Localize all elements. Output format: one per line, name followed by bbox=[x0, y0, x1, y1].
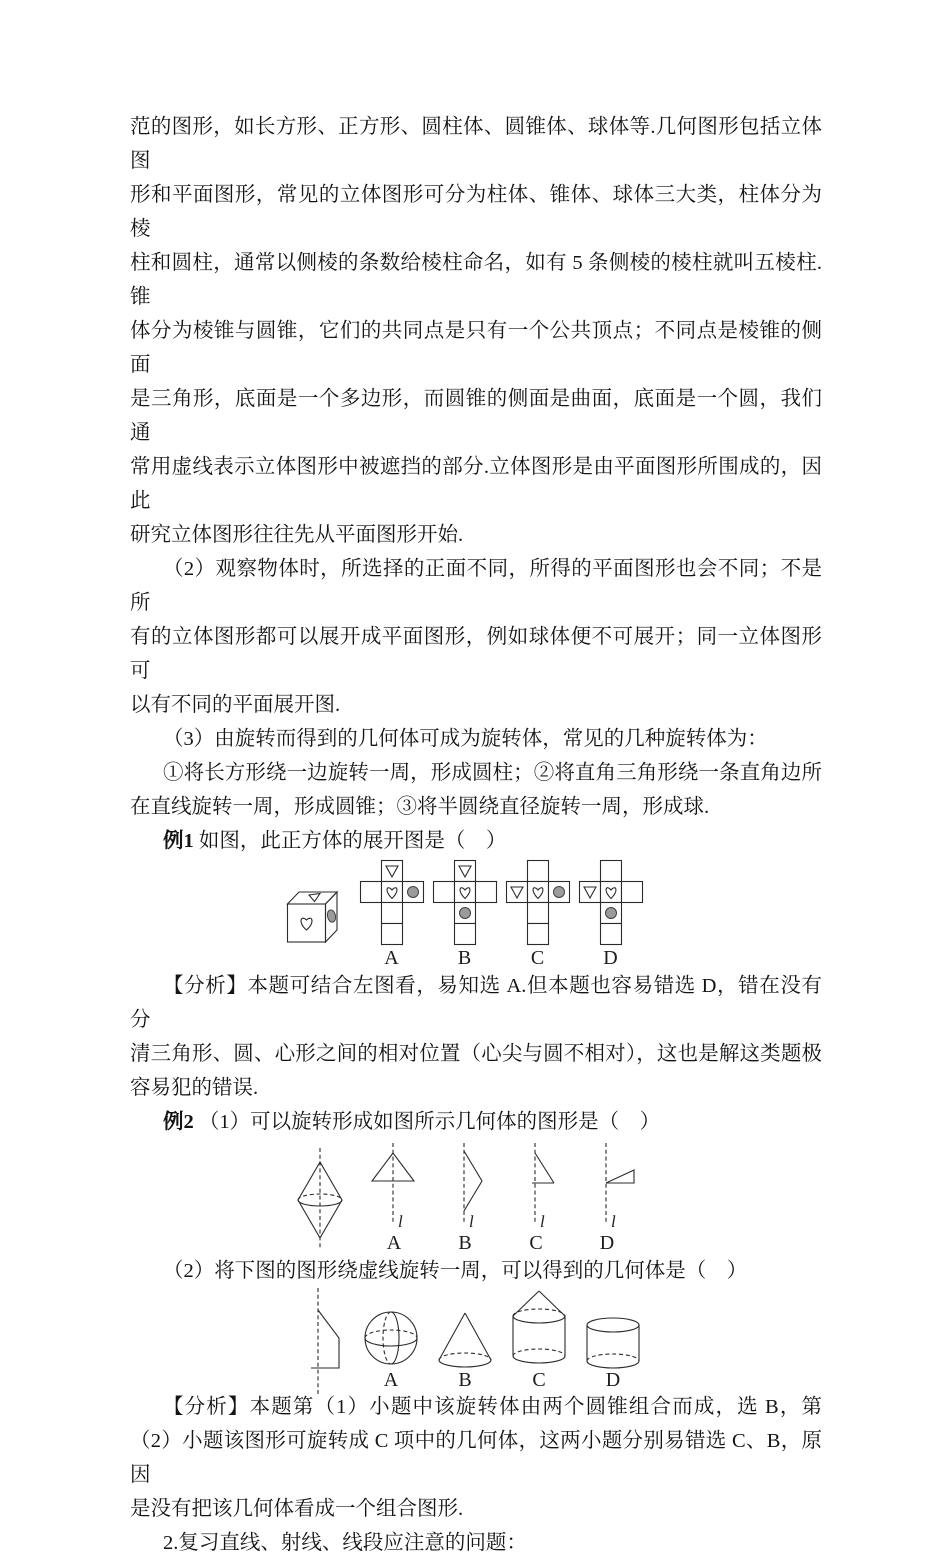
text-line: 以有不同的平面展开图. bbox=[130, 694, 341, 716]
right-triangle-axis-figure bbox=[506, 1143, 566, 1229]
rotation-option-b bbox=[435, 1143, 495, 1254]
paragraph-example2-question bbox=[130, 1105, 822, 1139]
option-label: C bbox=[529, 1232, 543, 1254]
cone-figure bbox=[437, 1308, 493, 1368]
text-line: ①将长方形绕一边旋转一周，形成圆柱；②将直角三角形绕一条直角边所 bbox=[163, 762, 822, 784]
text-line: 形和平面图形，常见的立体图形可分为柱体、锥体、球体三大类，柱体分为棱 bbox=[130, 184, 822, 240]
circle-icon bbox=[326, 909, 336, 923]
option-label: D bbox=[599, 1232, 615, 1254]
wedge-axis-figure bbox=[577, 1143, 637, 1229]
net-cell bbox=[528, 903, 549, 924]
figure-solids-options bbox=[130, 1288, 822, 1390]
text-line: 【分析】本题可结合左图看，易知选 A.但本题也容易错选 D，错在没有分 bbox=[130, 975, 822, 1031]
net-cell bbox=[455, 924, 476, 945]
net-cell bbox=[382, 903, 403, 924]
paragraph-example2-part2 bbox=[130, 1254, 822, 1288]
text-line: （2）小题该图形可旋转成 C 项中的几何体，这两小题分别易错选 C、B，原因 bbox=[130, 1430, 822, 1486]
text-run: （1）可以旋转形成如图所示几何体的图形是（ ） bbox=[193, 1111, 661, 1133]
paragraph-example1-analysis bbox=[130, 969, 822, 1105]
net-d-figure bbox=[579, 860, 642, 944]
option-label: D bbox=[605, 1369, 621, 1391]
figure-rotation-options bbox=[130, 1139, 822, 1254]
net-cell bbox=[601, 861, 622, 882]
axis-label: l bbox=[469, 1212, 474, 1231]
option-label: A bbox=[383, 1369, 399, 1391]
option-label: C bbox=[532, 1369, 546, 1391]
axis-label: l bbox=[611, 1212, 616, 1231]
option-label: B bbox=[457, 947, 472, 969]
text-line: 范的图形，如长方形、正方形、圆柱体、圆锥体、球体等.几何图形包括立体图 bbox=[130, 116, 822, 172]
paragraph-example1-question bbox=[130, 824, 822, 858]
text-line: 是没有把该几何体看成一个组合图形. bbox=[130, 1498, 464, 1520]
paragraph-point-3 bbox=[130, 722, 822, 756]
text-line bbox=[130, 824, 822, 858]
net-option-b bbox=[433, 860, 496, 969]
example-label: 例2 bbox=[163, 1111, 194, 1133]
net-b-figure bbox=[433, 860, 496, 944]
circle-icon bbox=[606, 908, 617, 919]
axis-label: l bbox=[540, 1212, 545, 1231]
text-line: 常用虚线表示立体图形中被遮挡的部分.立体图形是由平面图形所围成的，因此 bbox=[130, 456, 822, 512]
axis-label: l bbox=[398, 1212, 403, 1231]
net-cell bbox=[476, 882, 497, 903]
circle-icon bbox=[554, 887, 565, 898]
net-a-figure bbox=[360, 860, 423, 944]
net-cell bbox=[622, 882, 643, 903]
text-line: 柱和圆柱，通常以侧棱的条数给棱柱命名，如有 5 条侧棱的棱柱就叫五棱柱.锥 bbox=[130, 252, 822, 308]
text-line: 研究立体图形往往先从平面图形开始. bbox=[130, 524, 464, 546]
text-line: 【分析】本题第（1）小题中该旋转体由两个圆锥组合而成，选 B，第 bbox=[163, 1396, 822, 1418]
text-line: 2.复习直线、射线、线段应注意的问题： bbox=[163, 1532, 527, 1554]
solid-option-b bbox=[437, 1308, 493, 1390]
text-line: 有的立体图形都可以展开成平面图形，例如球体便不可展开；同一立体图形可 bbox=[130, 626, 822, 682]
solid-option-c bbox=[511, 1288, 567, 1390]
net-cell bbox=[361, 882, 382, 903]
triangle-icon bbox=[309, 894, 320, 902]
net-option-d bbox=[579, 860, 642, 969]
option-label: A bbox=[384, 947, 399, 969]
net-option-c bbox=[506, 860, 569, 969]
rotation-option-c bbox=[506, 1143, 566, 1254]
net-cell bbox=[528, 924, 549, 945]
text-line: 清三角形、圆、心形之间的相对位置（心尖与圆不相对），这也是解这类题极 bbox=[130, 1043, 822, 1065]
option-label: D bbox=[603, 947, 618, 969]
text-line: 容易犯的错误. bbox=[130, 1077, 259, 1099]
option-label: A bbox=[386, 1232, 402, 1254]
rotating-shape-figure bbox=[294, 1288, 346, 1396]
text-line bbox=[130, 1105, 822, 1139]
net-cell bbox=[601, 924, 622, 945]
bicone-figure bbox=[290, 1146, 350, 1254]
text-line: （3）由旋转而得到的几何体可成为旋转体，常见的几种旋转体为： bbox=[163, 728, 768, 750]
text-line: 体分为棱锥与圆锥，它们的共同点是只有一个公共顶点；不同点是棱锥的侧面 bbox=[130, 320, 822, 376]
net-cell bbox=[382, 924, 403, 945]
paragraph-example2-analysis bbox=[130, 1390, 822, 1526]
text-run: 如图，此正方体的展开图是（ ） bbox=[193, 830, 507, 852]
paragraph-rotation-items bbox=[130, 756, 822, 824]
paragraph-solid-figures bbox=[130, 110, 822, 552]
net-cell bbox=[528, 861, 549, 882]
cone-on-cylinder-figure bbox=[511, 1288, 567, 1368]
page-content bbox=[130, 110, 822, 1560]
text-line: 在直线旋转一周，形成圆锥；③将半圆绕直径旋转一周，形成球. bbox=[130, 796, 710, 818]
circle-icon bbox=[408, 887, 419, 898]
text-line: 是三角形，底面是一个多边形，而圆锥的侧面是曲面，底面是一个圆，我们通 bbox=[130, 388, 822, 444]
option-label: C bbox=[530, 947, 545, 969]
rotation-option-d bbox=[577, 1143, 637, 1254]
net-c-figure bbox=[506, 860, 569, 944]
solid-option-d bbox=[585, 1313, 641, 1390]
rotation-option-a bbox=[364, 1143, 424, 1254]
cube-figure bbox=[286, 886, 348, 944]
heart-icon bbox=[301, 918, 312, 930]
net-option-a bbox=[360, 860, 423, 969]
chevron-axis-figure bbox=[435, 1143, 495, 1229]
figure-cube-nets bbox=[130, 858, 822, 969]
solid-option-a bbox=[363, 1308, 419, 1390]
option-label: B bbox=[458, 1232, 472, 1254]
paragraph-point-2 bbox=[130, 552, 822, 722]
text-line: （2）将下图的图形绕虚线旋转一周，可以得到的几何体是（ ） bbox=[163, 1260, 748, 1282]
example-label: 例1 bbox=[163, 830, 194, 852]
text-line: （2）观察物体时，所选择的正面不同，所得的平面图形也会不同；不是所 bbox=[130, 558, 822, 614]
circle-icon bbox=[460, 908, 471, 919]
triangle-axis-figure bbox=[364, 1143, 424, 1229]
cylinder-figure bbox=[585, 1313, 641, 1368]
paragraph-section2-heading bbox=[130, 1526, 822, 1560]
net-cell bbox=[434, 882, 455, 903]
sphere-figure bbox=[363, 1308, 419, 1368]
option-label: B bbox=[458, 1369, 472, 1391]
